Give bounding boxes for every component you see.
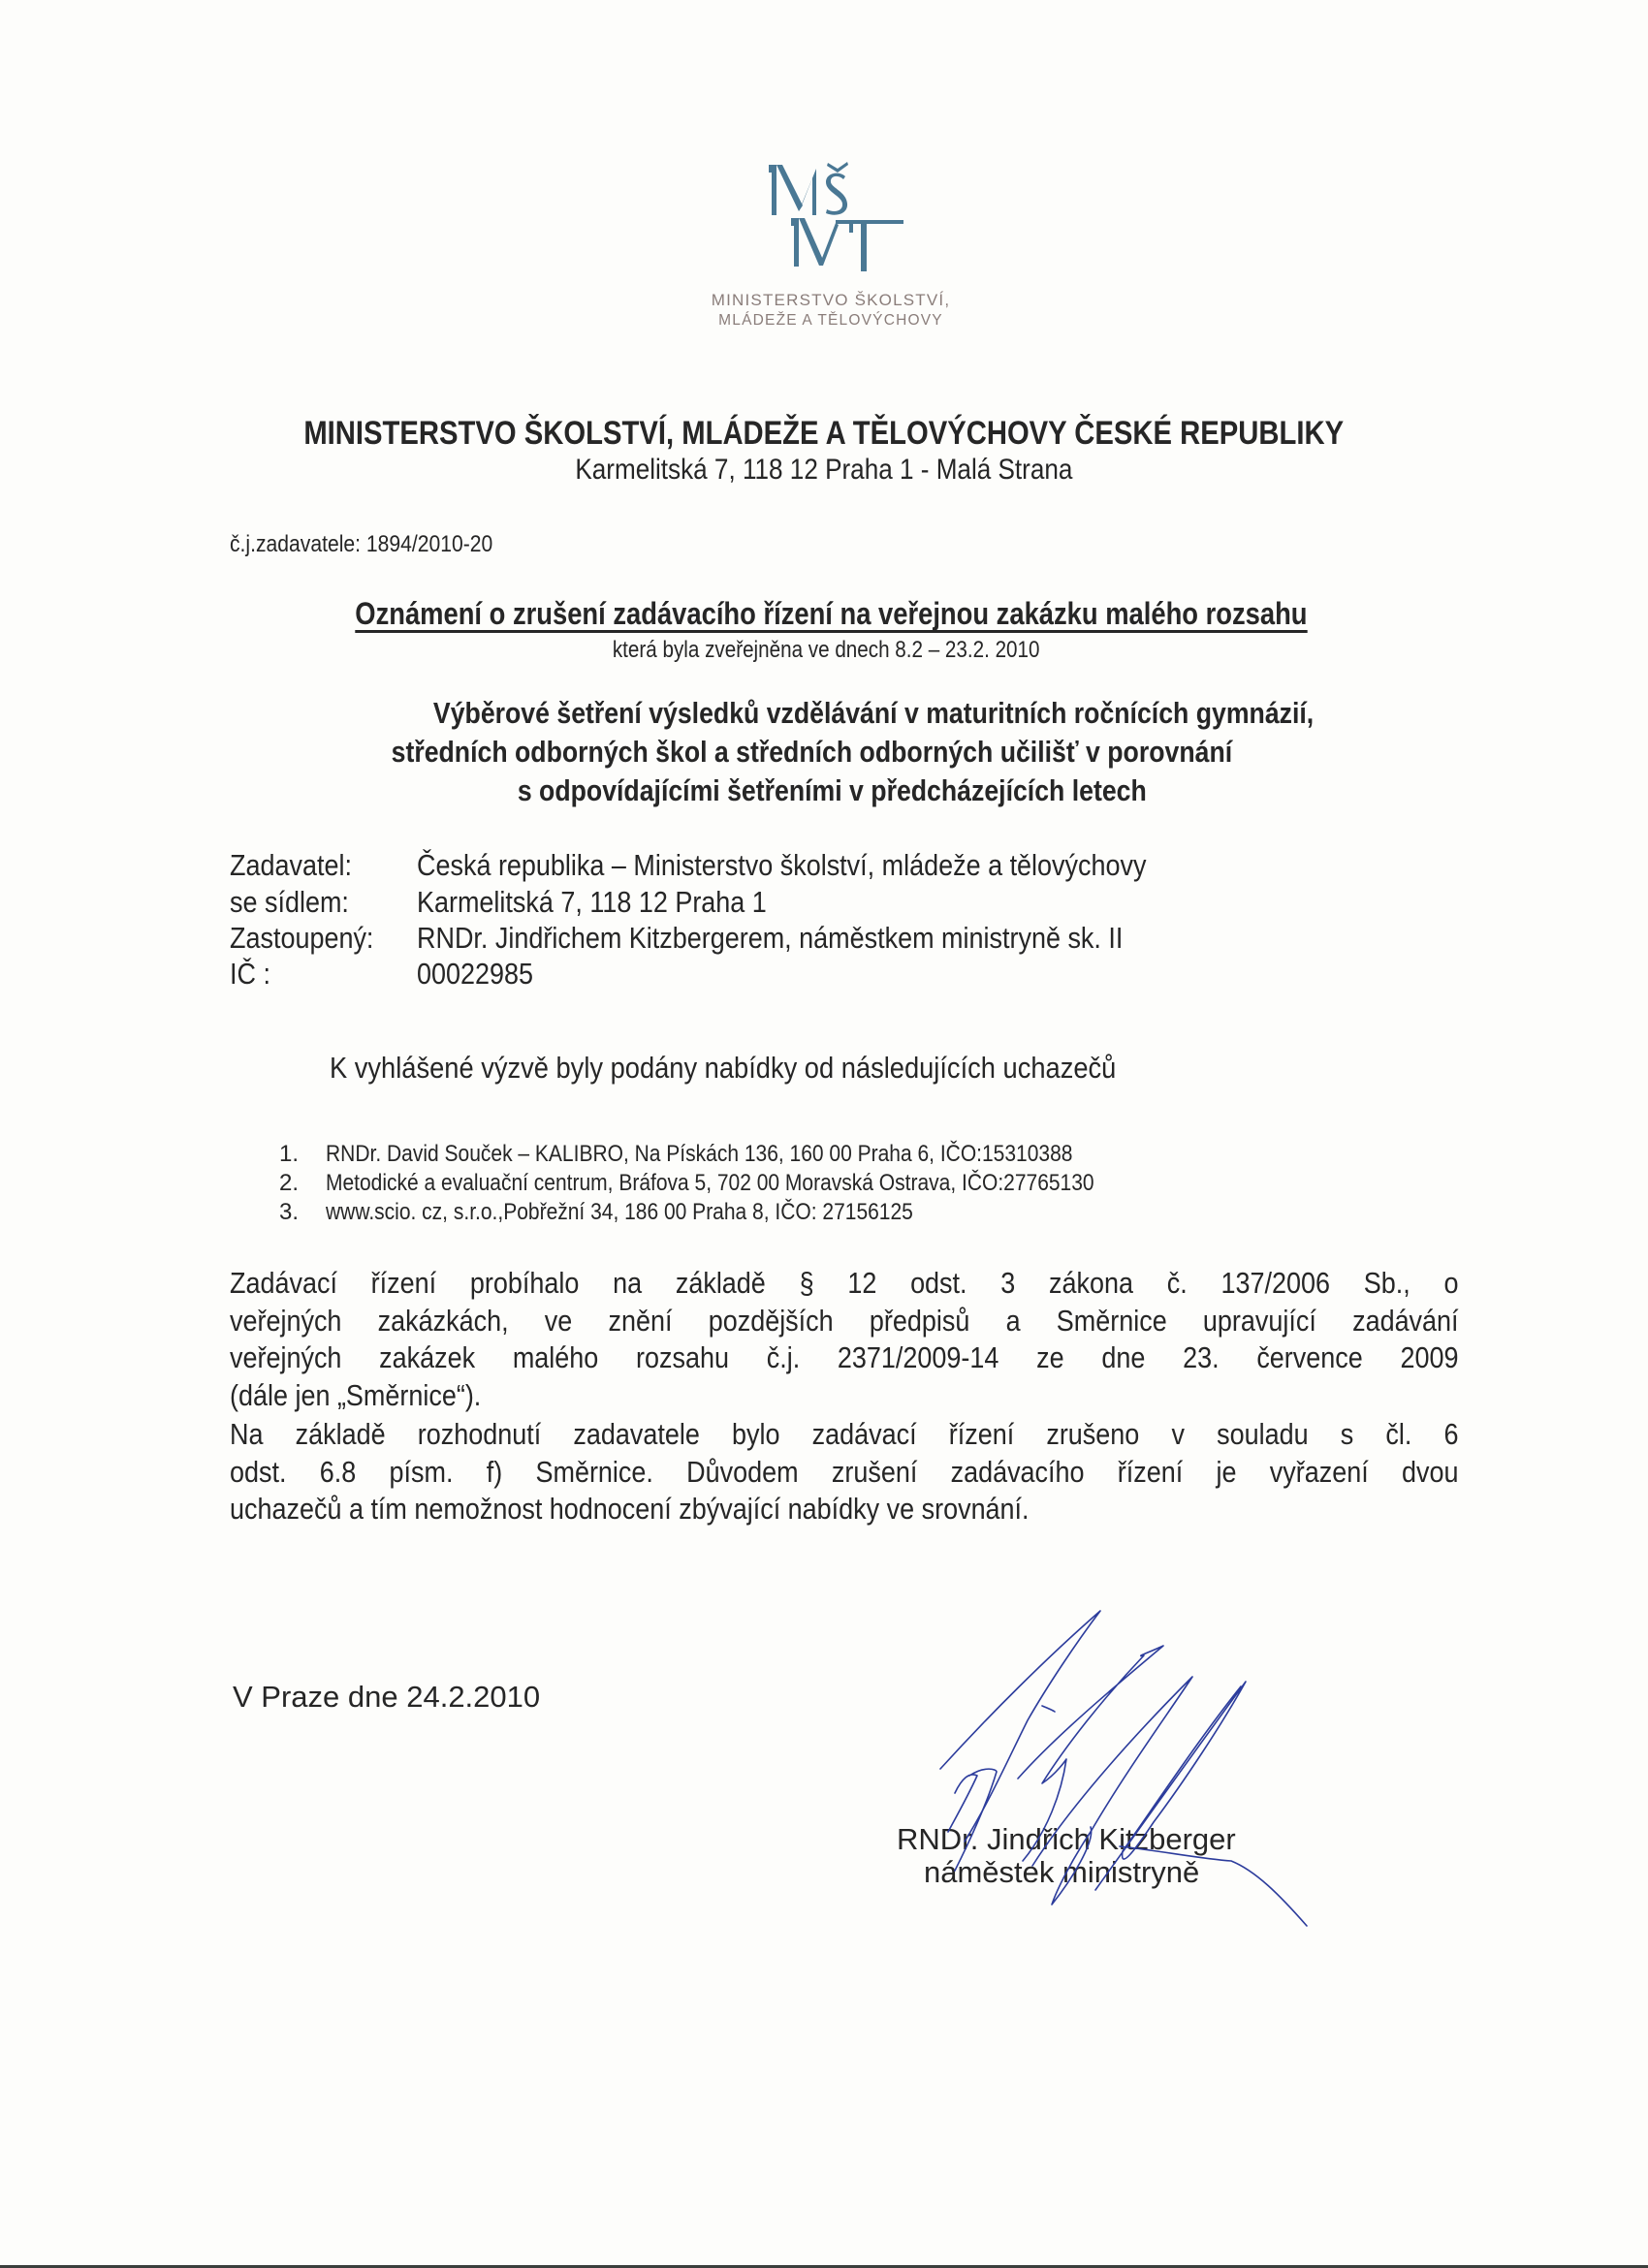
word: znění [608,1303,673,1338]
info-value: 00022985 [417,957,534,991]
subject-line-text: Výběrové šetření výsledků vzdělávání v maturitních ročnících gymnázií, [432,696,1315,730]
word: Na [230,1417,264,1451]
word: § [799,1266,814,1300]
word: 12 [847,1266,877,1300]
organization-address-text: Karmelitská 7, 118 12 Praha 1 - Malá Strana [575,454,1073,486]
bidder-number: 1. [279,1141,300,1167]
word: řízení [1117,1454,1184,1489]
organization-title-text: MINISTERSTVO ŠKOLSTVÍ, MLÁDEŽE A TĚLOVÝCHOVY ČESKÉ REPUBLIKY [303,415,1345,452]
subject-line [0,773,1648,808]
logo-monogram [769,162,903,271]
word: odst. [910,1266,967,1300]
signature-stroke [948,1769,997,1871]
word: zrušeno [1046,1417,1140,1451]
reference-number [230,531,528,558]
word: č. [1166,1266,1188,1300]
word: 2009 [1400,1340,1459,1374]
place-and-date: V Praze dne 24.2.2010 [233,1680,541,1714]
word: rozhodnutí [417,1417,542,1451]
word: dne [1101,1340,1146,1374]
offers-intro-text: K vyhlášené výzvě byly podány nabídky od následujících uchazečů [330,1051,1117,1085]
subject-line-text: středních odborných škol a středních odborných učilišť v porovnání [391,735,1232,769]
word: v [1171,1417,1185,1451]
word: 23. [1183,1340,1220,1374]
notice-title [0,596,1648,633]
offers-intro [330,1051,1223,1086]
info-value: Karmelitská 7, 118 12 Praha 1 [417,885,767,919]
paragraph-cancellation-reason [230,1417,1459,1529]
info-label: se sídlem: [230,885,349,919]
word: rozsahu [636,1340,729,1374]
signer-name: RNDr. Jindřich Kitzberger [897,1822,1236,1856]
bidder-text: www.scio. cz, s.r.o.,Pobřežní 34, 186 00 Praha 8, IČO: 27156125 [326,1199,913,1225]
bidder-number: 3. [279,1199,300,1225]
word: zadavatele [573,1417,700,1451]
organization-title [0,415,1648,453]
word: dvou [1402,1454,1459,1489]
paragraph-line [230,1417,1459,1455]
paragraph-line [230,1455,1459,1493]
word: Směrnice. [535,1454,653,1489]
word: zadávacího [950,1454,1085,1489]
logo-caption-line1: MINISTERSTVO ŠKOLSTVÍ, [711,291,951,309]
word: Sb., [1363,1266,1410,1300]
word: vyřazení [1269,1454,1369,1489]
word: řízení [370,1266,437,1300]
paragraph-procedure-basis [230,1266,1459,1415]
word: ve [544,1303,573,1338]
word: čl. [1385,1417,1412,1451]
signature-stroke [940,1611,1100,1842]
word: s [1340,1417,1354,1451]
word: zrušení [831,1454,918,1489]
word: veřejných [230,1340,342,1374]
subject-line [0,696,1648,731]
word: o [1443,1266,1459,1300]
word: zadávání [1352,1303,1459,1338]
paragraph-line [230,1340,1459,1378]
info-label: Zadavatel: [230,848,352,882]
word: a [1005,1303,1021,1338]
word: zakázkách, [377,1303,509,1338]
word: souladu [1217,1417,1309,1451]
word: Důvodem [686,1454,799,1489]
info-label: Zastoupený: [230,921,374,955]
word: řízení [948,1417,1015,1451]
info-value: RNDr. Jindřichem Kitzbergerem, náměstkem ministryně sk. II [417,921,1124,955]
bidder-text: Metodické a evaluační centrum, Bráfova 5, 702 00 Moravská Ostrava, IČO:27765130 [326,1170,1094,1196]
word: je [1216,1454,1237,1489]
word: č.j. [766,1340,801,1374]
bidder-number: 2. [279,1170,300,1196]
notice-subtitle [0,637,1648,664]
reference-number-text: č.j.zadavatele: 1894/2010-20 [230,531,493,557]
paragraph-line [230,1266,1459,1304]
word: základě [675,1266,766,1300]
word: probíhalo [469,1266,580,1300]
word: 3 [1000,1266,1016,1300]
signature-stroke [1120,1846,1307,1926]
paragraph-line: (dále jen „Směrnice“). [230,1377,482,1412]
bidder-text: RNDr. David Souček – KALIBRO, Na Pískách 136, 160 00 Praha 6, IČO:15310388 [326,1141,1073,1167]
logo-caption-line2: MLÁDEŽE A TĚLOVÝCHOVY [718,312,943,329]
word: pozdějších [708,1303,834,1338]
organization-address [0,454,1648,487]
signature-stroke [1042,1706,1055,1712]
word: upravující [1202,1303,1316,1338]
word: základě [295,1417,386,1451]
word: července [1256,1340,1363,1374]
subject-line [0,735,1623,770]
paragraph-line [230,1304,1459,1341]
word: písm. [389,1454,454,1489]
msmt-logo [756,155,921,276]
word: 6.8 [319,1454,357,1489]
word: 6 [1443,1417,1459,1451]
word: Směrnice [1056,1303,1167,1338]
paragraph-line: uchazečů a tím nemožnost hodnocení zbývající nabídky ve srovnání. [230,1492,1030,1526]
word: zakázek [379,1340,476,1374]
word: 137/2006 [1220,1266,1330,1300]
notice-subtitle-text: která byla zveřejněna ve dnech 8.2 – 23.2. 2010 [612,637,1040,663]
word: zákona [1049,1266,1134,1300]
word: f) [486,1454,503,1489]
word: bylo [731,1417,780,1451]
notice-title-text: Oznámení o zrušení zadávacího řízení na veřejnou zakázku malého rozsahu [354,596,1308,631]
subject-line-text: s odpovídajícími šetřeními v předcházejících letech [517,773,1147,807]
signature-stroke [1032,1677,1192,1905]
info-label: IČ : [230,957,270,991]
word: 2371/2009-14 [837,1340,999,1374]
signature-stroke [1095,1682,1246,1890]
info-value: Česká republika – Ministerstvo školství, mládeže a tělovýchovy [417,848,1147,882]
word: malého [512,1340,599,1374]
word: ze [1036,1340,1064,1374]
word: Zadávací [230,1266,337,1300]
word: na [613,1266,643,1300]
word: zadávací [811,1417,917,1451]
word: odst. [230,1454,287,1489]
word: veřejných [230,1303,342,1338]
signer-role: náměstek ministryně [924,1855,1200,1889]
handwritten-signature [872,1551,1338,1958]
word: předpisů [869,1303,970,1338]
